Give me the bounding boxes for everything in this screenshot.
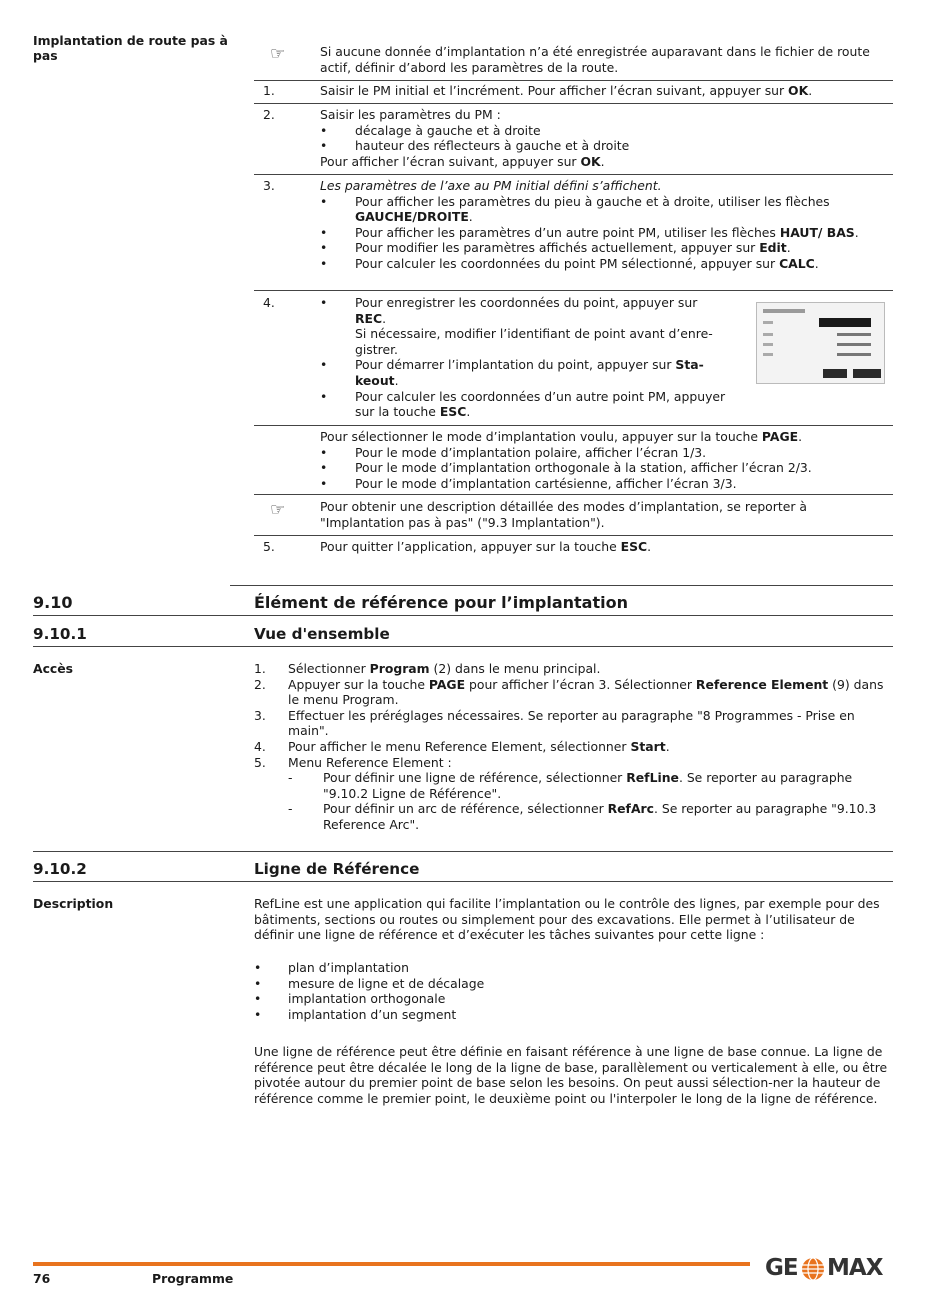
subsection-title: Vue d'ensemble — [254, 625, 390, 643]
step-number: 1. — [263, 83, 275, 98]
divider — [254, 494, 893, 495]
list-subitem: - Pour définir une ligne de référence, sélectionner RefLine. Se reporter au paragraphe "9.10.2 Ligne de Référence". — [288, 770, 853, 801]
globe-icon — [801, 1257, 825, 1281]
geomax-logo: GE MAX — [765, 1255, 883, 1281]
list-item: 5. Menu Reference Element : — [254, 754, 452, 770]
step-3-text: Les paramètres de l’axe au PM initial défini s’affichent. • Pour afficher les paramètres du pieu à gauche et à droite, utiliser les flèches GAUCHE/DROITE. • Pour afficher les paramètres d’un autre point PM, utiliser les flèches HAUT/ BAS. • Pour modifier les paramètres affichés actuellement, appuyer sur Edit. • Pour calculer les coordonnées du point PM sélectionné, appuyer sur CALC. — [320, 178, 892, 272]
page-number: 76 — [33, 1271, 51, 1286]
pointing-hand-icon: ☞ — [270, 500, 286, 520]
list-item: 2. Appuyer sur la touche PAGE pour afficher l’écran 3. Sélectionner Reference Element (9) dans le menu Program. — [254, 676, 884, 708]
side-heading-route: Implantation de route pas à pas — [33, 33, 228, 63]
step-number: 2. — [263, 107, 275, 122]
step-number: 3. — [263, 178, 275, 193]
step-4-text: • Pour enregistrer les coordonnées du point, appuyer sur REC. Si nécessaire, modifier l’identifiant de point avant d’enre-gistrer. • Pour démarrer l’implantation du point, appuyer sur Sta-keout. • Pour calculer les coordonnées d’un autre point PM, appuyer sur la touche ESC. — [320, 295, 730, 420]
divider — [254, 103, 893, 104]
mode-selection-text: Pour sélectionner le mode d’implantation voulu, appuyer sur la touche PAGE. • Pour le mode d’implantation polaire, afficher l’écran 1/3. • Pour le mode d’implantation orthogonale à la station, afficher l’écran 2/3. • Pour le mode d’implantation cartésienne, afficher l’écran 3/3. — [320, 429, 892, 491]
step-5-text: Pour quitter l’application, appuyer sur la touche ESC. — [320, 539, 652, 554]
section-rule — [33, 851, 893, 852]
subsection-title: Ligne de Référence — [254, 860, 420, 878]
divider — [254, 290, 893, 291]
list-item: 3. Effectuer les préréglages nécessaires. Se reporter au paragraphe "8 Programmes - Prise en main". — [254, 707, 855, 739]
divider — [254, 80, 893, 81]
section-title: Élément de référence pour l’implantation — [254, 593, 628, 612]
acces-list — [254, 661, 894, 833]
instrument-screen-image — [756, 302, 885, 384]
step-2-text: Saisir les paramètres du PM : • décalage à gauche et à droite • hauteur des réflecteurs à gauche et à droite Pour afficher l’écran suivant, appuyer sur OK. — [320, 107, 892, 169]
list-item: • plan d’implantation — [254, 960, 894, 976]
description-paragraph-2: Une ligne de référence peut être définie en faisant référence à une ligne de base connue. La ligne de référence peut être décalée le long de la ligne de base, parallèlement ou verticalement à elle, ou être pivotée autour du premier point de base selon les besoins. On peut aussi sélection-ner la hauteur de référence comme le premier point, le deuxième point ou l'interpoler le long de la ligne de référence. — [254, 1044, 888, 1106]
list-subitem: - Pour définir un arc de référence, sélectionner RefArc. Se reporter au paragraphe "9.10.3 Reference Arc". — [288, 801, 877, 832]
step-1-text: Saisir le PM initial et l’incrément. Pour afficher l’écran suivant, appuyer sur OK. — [320, 83, 813, 98]
side-heading-description: Description — [33, 896, 114, 911]
footer-section-name: Programme — [152, 1271, 234, 1286]
pointing-hand-icon: ☞ — [270, 44, 286, 64]
section-rule — [230, 585, 893, 586]
divider — [254, 425, 893, 426]
subsection-number: 9.10.1 — [33, 625, 87, 643]
list-item: 1. Sélectionner Program (2) dans le menu principal. — [254, 661, 601, 676]
description-paragraph-1: RefLine est une application qui facilite l’implantation ou le contrôle des lignes, par exemple pour des bâtiments, sections ou routes ou simplement pour des excavations. Elle permet à l’utilisateur de définir une ligne de référence et d’exécuter les tâches suivantes pour cette ligne : — [254, 896, 880, 943]
section-number: 9.10 — [33, 593, 73, 612]
description-bullets — [254, 960, 894, 1022]
route-note-1: Si aucune donnée d’implantation n’a été enregistrée auparavant dans le fichier de route actif, définir d’abord les paramètres de la route. — [320, 44, 870, 75]
route-note-2: Pour obtenir une description détaillée des modes d’implantation, se reporter à "Implantation pas à pas" ("9.3 Implantation"). — [320, 499, 807, 530]
list-item: • implantation orthogonale — [254, 991, 894, 1007]
side-heading-acces: Accès — [33, 661, 74, 676]
list-item: 4. Pour afficher le menu Reference Element, sélectionner Start. — [254, 738, 670, 754]
step-number: 4. — [263, 295, 275, 310]
divider — [254, 535, 893, 536]
subsection-number: 9.10.2 — [33, 860, 87, 878]
section-rule — [33, 615, 893, 616]
footer-accent-bar — [33, 1262, 750, 1266]
list-item: • mesure de ligne et de décalage — [254, 976, 894, 992]
divider — [254, 174, 893, 175]
section-rule — [33, 646, 893, 647]
step-number: 5. — [263, 539, 275, 554]
section-rule — [33, 881, 893, 882]
list-item: • implantation d’un segment — [254, 1007, 894, 1023]
